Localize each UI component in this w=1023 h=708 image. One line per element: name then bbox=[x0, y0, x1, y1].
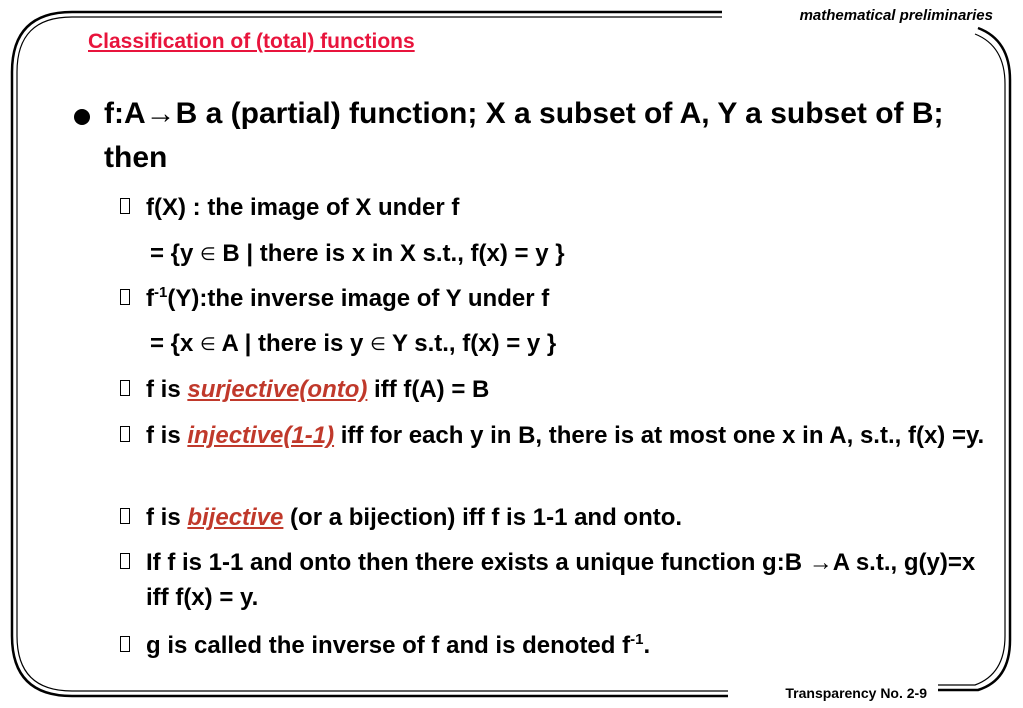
inverse-part-b: (Y):the inverse image of Y under f bbox=[167, 285, 550, 312]
item-bijective bbox=[120, 500, 990, 535]
item-inverse-definition bbox=[120, 628, 990, 663]
sub-bullet-icon bbox=[120, 289, 130, 305]
inverse-set-part-a: = {x bbox=[150, 330, 201, 357]
inverse-def-part-b: . bbox=[643, 632, 651, 659]
arrow-icon: → bbox=[808, 549, 833, 576]
surjective-part-b: iff f(A) = B bbox=[367, 376, 490, 403]
inverse-set-part-b: A | there is y bbox=[215, 330, 371, 357]
item-inverse-def-text bbox=[146, 628, 990, 663]
surjective-part-a: f is bbox=[146, 376, 188, 403]
main-bullet-part2: B a (partial) function; X a subset of A, Y a subset of B; then bbox=[104, 97, 944, 174]
inverse-def-part-a: g is called the inverse of f and is denoted f bbox=[146, 632, 631, 659]
sub-bullet-icon bbox=[120, 636, 130, 652]
footer-label: Transparency No. 2-9 bbox=[785, 685, 927, 701]
item-inverse-text bbox=[146, 281, 990, 316]
unique-part-a: If f is 1-1 and onto then there exists a unique function g:B bbox=[146, 549, 809, 576]
item-inverse-image bbox=[120, 281, 990, 316]
item-surjective-text bbox=[146, 372, 990, 407]
sub-bullet-icon bbox=[120, 553, 130, 569]
image-set-part-a: = {y bbox=[150, 240, 201, 267]
bijective-part-b: (or a bijection) iff f is 1-1 and onto. bbox=[283, 504, 683, 531]
item-unique-text bbox=[146, 545, 990, 615]
bijective-part-a: f is bbox=[146, 504, 188, 531]
item-inverse-set bbox=[150, 326, 556, 362]
item-image-text: f(X) : the image of X under f bbox=[146, 194, 460, 221]
item-image bbox=[120, 190, 990, 225]
sub-bullet-icon bbox=[120, 508, 130, 524]
slide-title: Classification of (total) functions bbox=[88, 30, 415, 53]
injective-part-b: iff for each y in B, there is at most one x in A, s.t., f(x) =y. bbox=[334, 422, 985, 449]
sub-bullet-icon bbox=[120, 426, 130, 442]
unique-part-b: A s.t., g(y)=x iff f(x) = y. bbox=[146, 549, 976, 611]
main-bullet-text bbox=[104, 92, 954, 180]
injective-term: injective(1-1) bbox=[187, 422, 335, 449]
item-injective-text bbox=[146, 418, 990, 453]
arrow-icon: → bbox=[145, 97, 176, 130]
inverse-def-superscript: -1 bbox=[630, 631, 644, 648]
item-bijective-text bbox=[146, 500, 990, 535]
main-bullet-part1: f:A bbox=[104, 97, 146, 130]
element-of-symbol: ∈ bbox=[200, 244, 216, 264]
sub-bullet-icon bbox=[120, 198, 130, 214]
surjective-term: surjective(onto) bbox=[187, 376, 368, 403]
inverse-part-a: f bbox=[146, 285, 154, 312]
inverse-set-part-c: Y s.t., f(x) = y } bbox=[385, 330, 557, 357]
item-unique-function bbox=[120, 545, 990, 615]
header-title: mathematical preliminaries bbox=[799, 7, 993, 24]
element-of-symbol: ∈ bbox=[200, 334, 216, 354]
item-injective bbox=[120, 418, 990, 453]
injective-part-a: f is bbox=[146, 422, 188, 449]
bullet-dot-icon bbox=[74, 109, 90, 125]
sub-bullet-icon bbox=[120, 380, 130, 396]
item-image-set bbox=[150, 236, 565, 272]
inverse-superscript: -1 bbox=[154, 284, 168, 301]
bijective-term: bijective bbox=[187, 504, 284, 531]
main-bullet bbox=[74, 92, 954, 180]
item-surjective bbox=[120, 372, 990, 407]
image-set-part-b: B | there is x in X s.t., f(x) = y } bbox=[215, 240, 565, 267]
element-of-symbol: ∈ bbox=[370, 334, 386, 354]
